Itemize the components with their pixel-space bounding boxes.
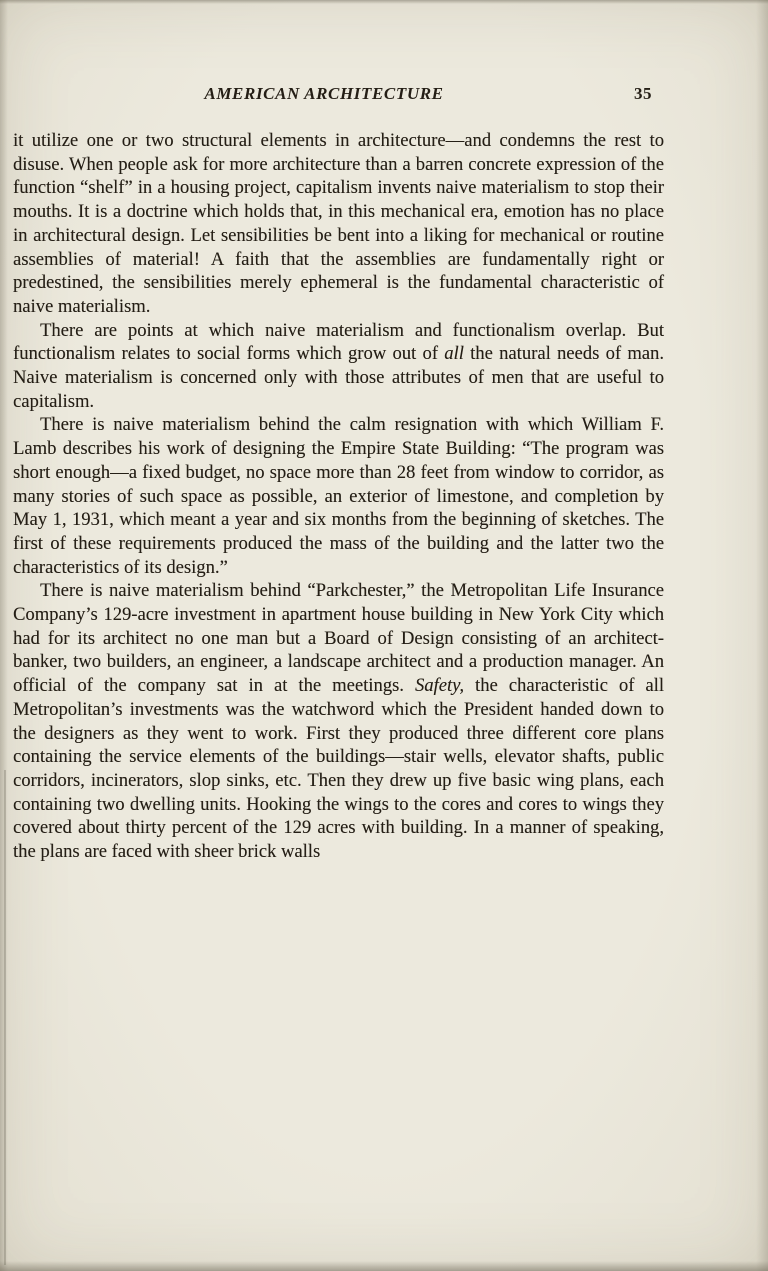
text-run: the characteristic of all Metropolitan’s investments was the watchword which the President handed down to the designers as they went to work. First they produced three different core plans containing the service elements of the buildings—stair wells, elevator shafts, public corridors, incinerators, slop sinks, etc. Then they drew up five basic wing plans, each containing two dwelling units. Hooking the wings to the cores and cores to wings they covered about thirty percent of the 129 acres with building. In a manner of speaking, the plans are faced with sheer brick walls [13,675,664,863]
paragraph [13,319,664,414]
italic-text-run: all [444,343,464,365]
text-run: There is naive materialism behind the calm resignation with which William F. Lamb describes his work of designing the Empire State Building: “The program was short enough—a fixed budget, no space more than 28 feet from window to corridor, as many stories of such space as possible, an exterior of limestone, and completion by May 1, 1931, which meant a year and six months from the beginning of sketches. The first of these requirements produced the mass of the building and the latter two the characteristics of its design.” [13,414,664,578]
text-run: There is naive materialism behind “Parkchester,” the Metropolitan Life Insurance Company’s 129-acre investment in apartment house building in New York City which had for its architect no one man but a Board of Design consisting of an architect-banker, two builders, an engineer, a landscape architect and a production manager. An official of the company sat in at the meetings. [13,580,664,697]
paragraph [13,129,664,319]
italic-text-run: Safety, [414,675,465,697]
paragraph [13,413,664,579]
text-run: There are points at which naive materialism and functionalism overlap. But functionalism relates to social forms which grow out of [13,319,664,365]
page-body [13,129,664,864]
page-header [14,84,666,108]
paragraph [13,579,664,863]
page-title: AMERICAN ARCHITECTURE [204,84,444,103]
text-run: the natural needs of man. Naive materialism is concerned only with those attributes of men that are useful to capitalism. [13,343,664,412]
text-run: it utilize one or two structural elements in architecture—and condemns the rest to disuse. When people ask for more architecture than a barren concrete expression of the function “shelf” in a housing project, capitalism invents naive materialism to stop their mouths. It is a doctrine which holds that, in this mechanical era, emotion has no place in architectural design. Let sensibilities be bent into a liking for mechanical or routine assemblies of material! A faith that the assemblies are fundamentally right or predestined, the sensibilities merely ephemeral is the fundamental characteristic of naive materialism. [13,130,664,317]
page-number: 35 [634,84,652,103]
